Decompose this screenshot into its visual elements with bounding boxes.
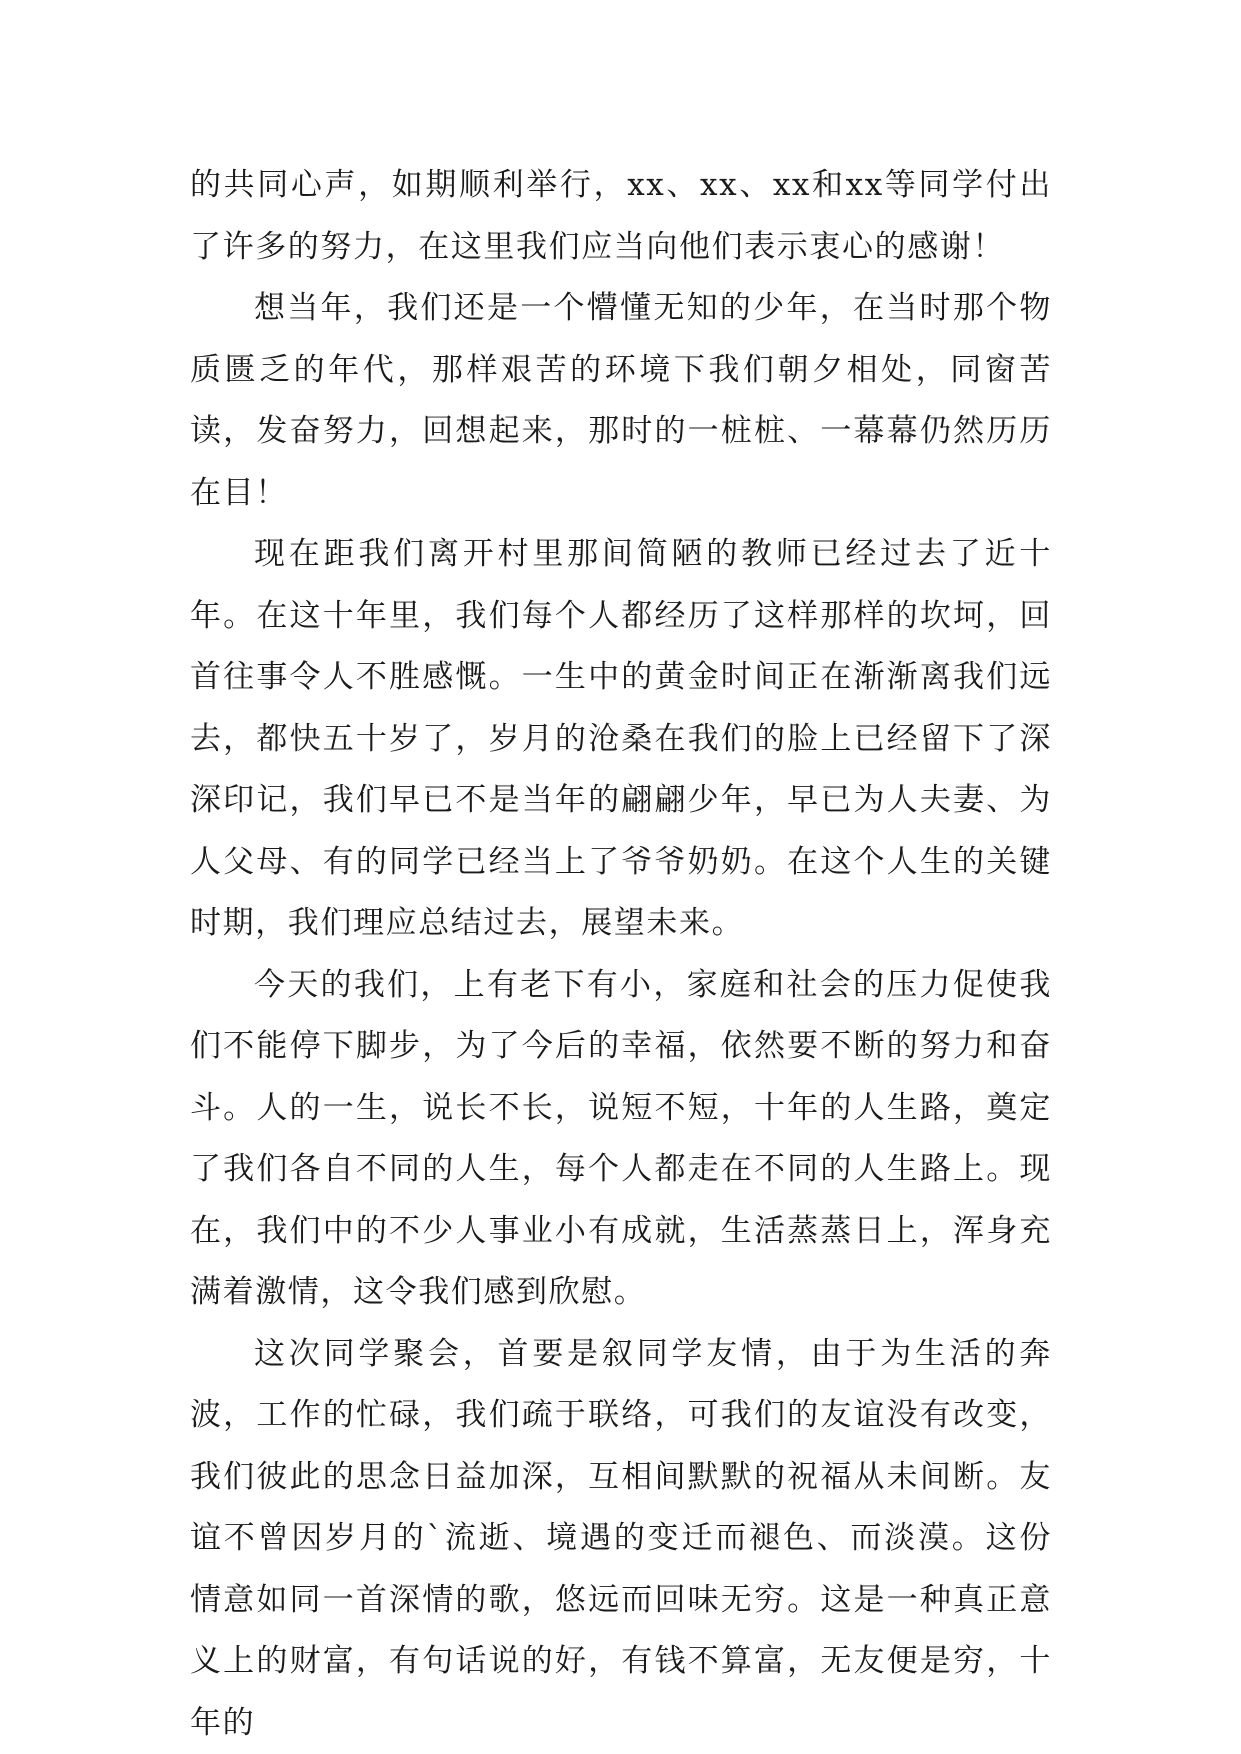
paragraph-today: 今天的我们，上有老下有小，家庭和社会的压力促使我们不能停下脚步，为了今后的幸福，依然要不断的努力和奋斗。人的一生，说长不长，说短不短，十年的人生路，奠定了我们各自不同的人生，每个人都走在不同的人生路上。现在，我们中的不少人事业小有成就，生活蒸蒸日上，浑身充满着激情，这令我们感到欣慰。 [190, 966, 1052, 1310]
paragraph-reunion: 这次同学聚会，首要是叙同学友情，由于为生活的奔波，工作的忙碌，我们疏于联络，可我们的友谊没有改变，我们彼此的思念日益加深，互相间默默的祝福从未间断。友谊不曾因岁月的`流逝、境遇的变迁而褪色、而淡漠。这份情意如同一首深情的歌，悠远而回味无穷。这是一种真正意义上的财富，有句话说的好，有钱不算富，无友便是穷，十年的 [190, 1335, 1052, 1741]
paragraph-reminiscence: 想当年，我们还是一个懵懂无知的少年，在当时那个物质匮乏的年代，那样艰苦的环境下我们朝夕相处，同窗苦读，发奋努力，回想起来，那时的一桩桩、一幕幕仍然历历在目！ [190, 290, 1052, 511]
paragraph-continued: 的共同心声，如期顺利举行，xx、xx、xx和xx等同学付出了许多的努力，在这里我们应当向他们表示衷心的感谢！ [190, 167, 1052, 265]
paragraph-ten-years: 现在距我们离开村里那间简陋的教师已经过去了近十年。在这十年里，我们每个人都经历了这样那样的坎坷，回首往事令人不胜感慨。一生中的黄金时间正在渐渐离我们远去，都快五十岁了，岁月的沧桑在我们的脸上已经留下了深深印记，我们早已不是当年的翩翩少年，早已为人夫妻、为人父母、有的同学已经当上了爷爷奶奶。在这个人生的关键时期，我们理应总结过去，展望未来。 [190, 536, 1052, 941]
document-body [190, 155, 1052, 1754]
